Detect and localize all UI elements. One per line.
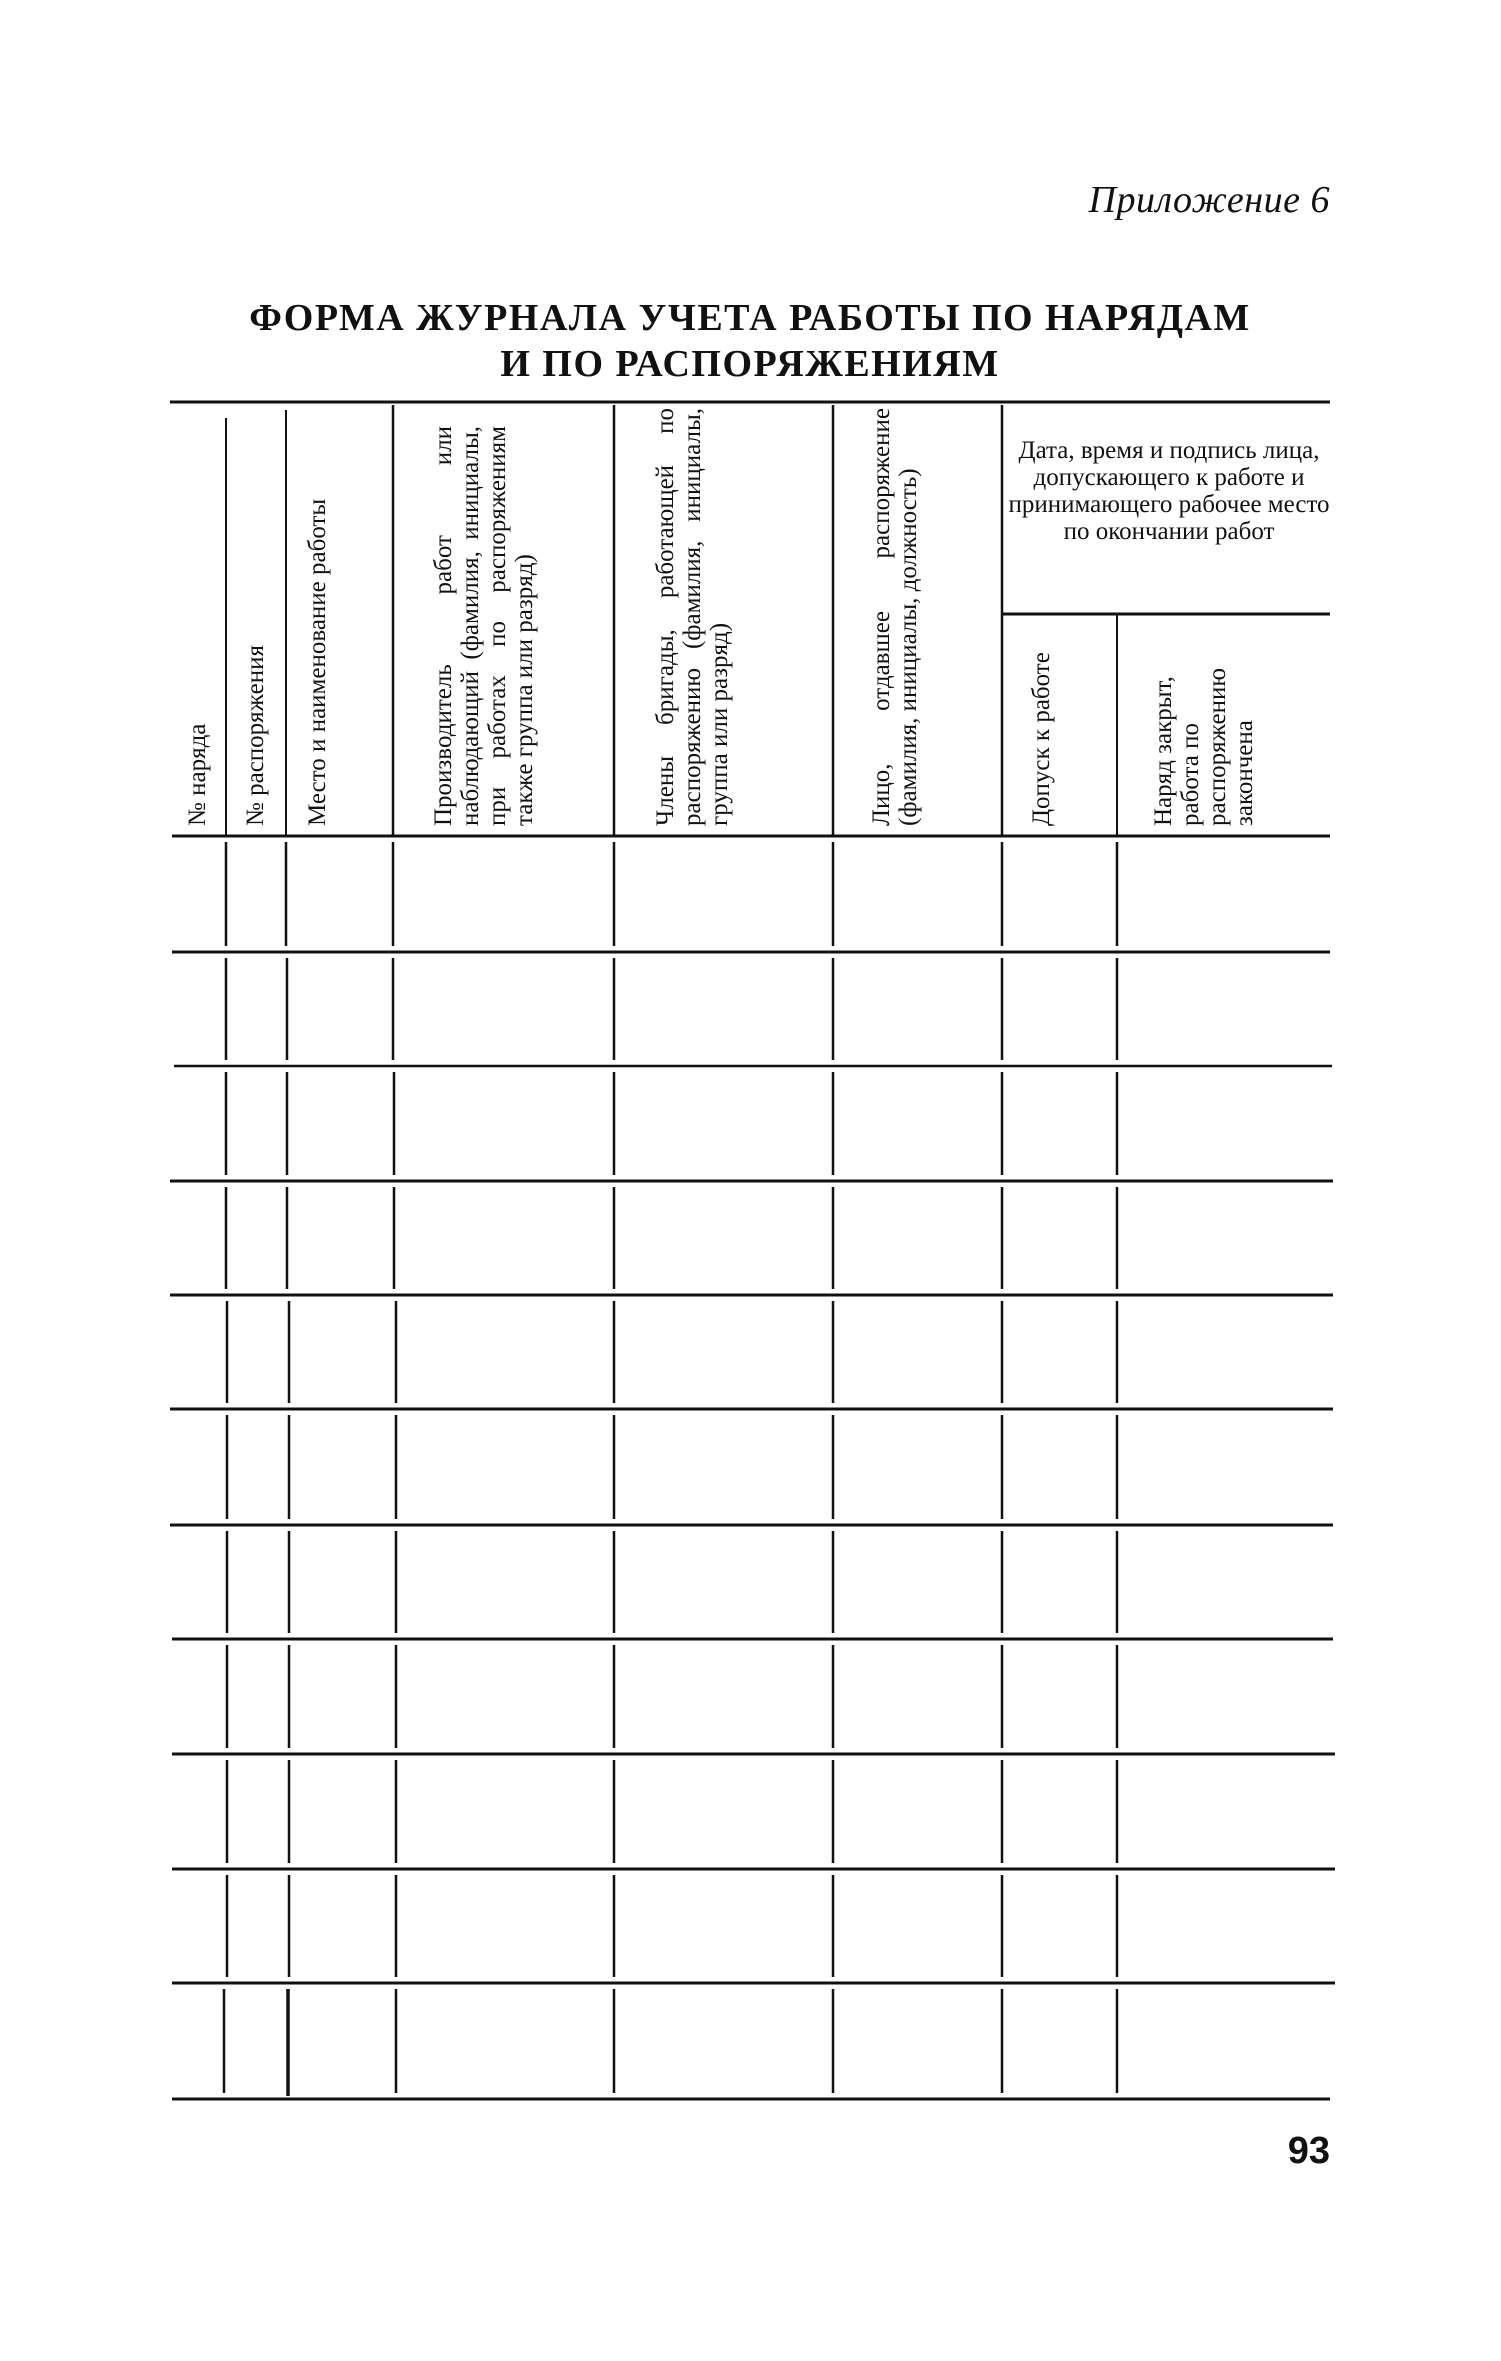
body-column-lines xyxy=(224,842,1117,2096)
page-number: 93 xyxy=(1287,2130,1330,2172)
column-header-issuer: Лицо, отдавшее распоряжение (фамилия, инициалы, должность) xyxy=(868,408,922,826)
form-title-line-2: И ПО РАСПОРЯЖЕНИЯМ xyxy=(500,343,1000,385)
appendix-label: Приложение 6 xyxy=(1088,179,1330,221)
form-title-line-1: ФОРМА ЖУРНАЛА УЧЕТА РАБОТЫ ПО НАРЯДАМ xyxy=(249,297,1251,339)
column-header-work-location: Место и наименование работы xyxy=(304,498,331,826)
column-header-team-members: Члены бригады, работающей по распоряжению (фамилия, инициалы, группа или разряд) xyxy=(652,408,733,826)
subcolumn-header-closed: Наряд закрыт, работа по распоряжению закончена xyxy=(1150,667,1258,826)
column-header-work-supervisor: Производитель работ или наблюдающий (фамилия, инициалы, при работах по распоряжениям также группа или разряд) xyxy=(430,426,538,826)
subcolumn-header-admission: Допуск к работе xyxy=(1028,652,1055,826)
column-header-instruction-number: № распоряжения xyxy=(242,645,269,826)
column-group-header-signatures: Дата, время и подпись лица, допускающего к работе и принимающего рабочее место по окончании работ xyxy=(1008,437,1330,545)
column-header-order-number: № наряда xyxy=(184,723,211,826)
